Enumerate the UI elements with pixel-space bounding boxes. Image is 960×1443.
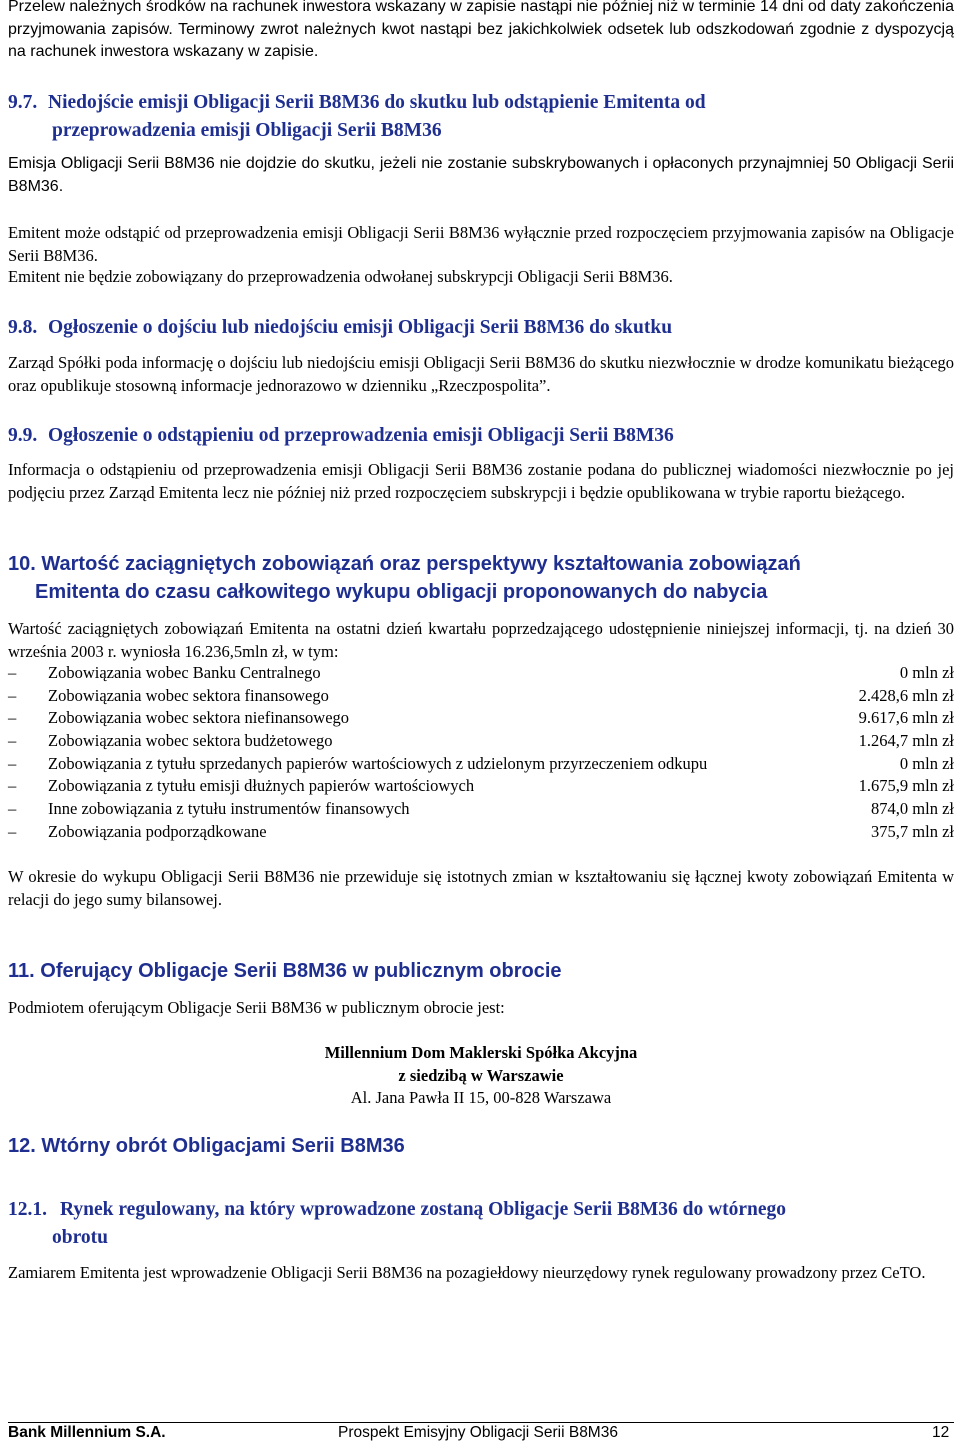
list-dash: –: [8, 731, 17, 751]
list-dash: –: [8, 753, 17, 773]
section-11-paragraph: Podmiotem oferującym Obligacje Serii B8M36 w publicznym obrocie jest:: [8, 998, 505, 1017]
list-dash: –: [8, 685, 17, 705]
footer-rule: [8, 1422, 954, 1423]
liability-label: Zobowiązania z tytułu sprzedanych papierów wartościowych z udzielonym przyrzeczeniem odkupu: [48, 753, 708, 773]
section-12-heading: 12. Wtórny obrót Obligacjami Serii B8M36: [8, 1135, 405, 1157]
heading-line-1: Rynek regulowany, na który wprowadzone zostaną Obligacje Serii B8M36 do wtórnego: [60, 1199, 787, 1220]
heading-line-1: Niedojście emisji Obligacji Serii B8M36 do skutku lub odstąpienie Emitenta od: [48, 92, 706, 113]
section-10-paragraph-2: W okresie do wykupu Obligacji Serii B8M36 nie przewiduje się istotnych zmian w kształtowaniu się łącznej kwoty zobowiązań Emitenta w relacji do jego sumy bilansowej.: [8, 867, 954, 909]
liability-item: [8, 821, 954, 844]
heading-line-2: przeprowadzenia emisji Obligacji Serii B8M36: [52, 120, 442, 141]
liability-value: 1.675,9 mln zł: [858, 776, 954, 796]
liability-label: Zobowiązania z tytułu emisji dłużnych papierów wartościowych: [48, 776, 475, 796]
section-number: 9.9.: [8, 425, 38, 446]
liability-value: 1.264,7 mln zł: [858, 731, 954, 751]
section-number: 10.: [8, 553, 36, 575]
intro-paragraph: Przelew należnych środków na rachunek inwestora wskazany w zapisie nastąpi nie później niż w terminie 14 dni od daty zakończenia przyjmowania zapisów. Terminowy zwrot należnych kwot nastąpi bez jakichkolwiek odsetek lub odszkodowań zgodnie z dyspozycją na rachunek inwestora wskazany w zapisie.: [8, 0, 954, 60]
section-number: 9.7.: [8, 92, 38, 113]
footer-company: Bank Millennium S.A.: [8, 1424, 166, 1441]
section-11-heading: 11. Oferujący Obligacje Serii B8M36 w publicznym obrocie: [8, 960, 562, 982]
section-number: 12.1.: [8, 1199, 47, 1220]
offering-entity-name: Millennium Dom Maklerski Spółka Akcyjna: [324, 1043, 638, 1062]
section-9-9-paragraph: Informacja o odstąpieniu od przeprowadzenia emisji Obligacji Serii B8M36 zostanie podana do publicznej wiadomości niezwłocznie po jej podjęciu przez Zarząd Emitenta lecz nie później niż przed rozpoczęciem subskrypcji i będzie opublikowana w trybie raportu bieżącego.: [8, 460, 954, 502]
section-9-7-paragraph-2: Emitent może odstąpić od przeprowadzenia emisji Obligacji Serii B8M36 wyłącznie przed rozpoczęciem przyjmowania zapisów na Obligacje Serii B8M36.: [8, 223, 954, 265]
liability-item: [8, 730, 954, 753]
liability-label: Inne zobowiązania z tytułu instrumentów finansowych: [48, 799, 410, 819]
section-9-8-heading: [8, 314, 954, 342]
liability-label: Zobowiązania wobec sektora niefinansowego: [48, 708, 350, 728]
liability-value: 0 mln zł: [899, 663, 954, 682]
heading-line-1: Wartość zaciągniętych zobowiązań oraz perspektywy kształtowania zobowiązań: [41, 553, 801, 575]
section-10-paragraph-1: Wartość zaciągniętych zobowiązań Emitenta na ostatni dzień kwartału poprzedzającego udostępnienie niniejszej informacji, tj. na dzień 30 września 2003 r. wyniosła 16.236,5mln zł, w tym:: [8, 619, 954, 661]
section-12-1-paragraph: Zamiarem Emitenta jest wprowadzenie Obligacji Serii B8M36 na pozagiełdowy nieurzędowy rynek regulowany prowadzony przez CeTO.: [8, 1263, 926, 1282]
liability-item: [8, 753, 954, 776]
liability-value: 874,0 mln zł: [871, 799, 954, 819]
heading-line-2: obrotu: [52, 1227, 108, 1248]
liability-value: 9.617,6 mln zł: [858, 708, 954, 728]
section-9-8-paragraph: Zarząd Spółki poda informację o dojściu lub niedojściu emisji Obligacji Serii B8M36 do skutku niezwłocznie w drodze komunikatu bieżącego oraz opublikuje stosowną informacje jednorazowo w dzienniku „Rzeczpospolita”.: [8, 353, 954, 395]
section-12-1-heading: [8, 1196, 954, 1252]
section-10-heading: [8, 550, 954, 606]
liabilities-list: [8, 662, 954, 844]
footer-page-number: 12: [932, 1424, 950, 1441]
liability-value: 2.428,6 mln zł: [858, 685, 954, 705]
section-9-7-paragraph-3: Emitent nie będzie zobowiązany do przeprowadzenia odwołanej subskrypcji Obligacji Serii B8M36.: [8, 267, 673, 286]
liability-item: [8, 707, 954, 730]
offering-entity-address: Al. Jana Pawła II 15, 00-828 Warszawa: [350, 1088, 612, 1107]
liability-item: [8, 775, 954, 798]
liability-label: Zobowiązania podporządkowane: [48, 821, 267, 841]
liability-label: Zobowiązania wobec sektora budżetowego: [48, 731, 333, 751]
footer-document-title: Prospekt Emisyjny Obligacji Serii B8M36: [338, 1424, 618, 1441]
list-dash: –: [8, 799, 17, 819]
liability-item: [8, 662, 954, 685]
list-dash: –: [8, 821, 17, 841]
list-dash: –: [8, 708, 17, 728]
liability-item: [8, 798, 954, 821]
liability-item: [8, 685, 954, 708]
section-number: 9.8.: [8, 317, 38, 338]
liability-label: Zobowiązania wobec Banku Centralnego: [48, 663, 321, 682]
liability-label: Zobowiązania wobec sektora finansowego: [48, 685, 329, 705]
heading-title: Ogłoszenie o odstąpieniu od przeprowadzenia emisji Obligacji Serii B8M36: [48, 425, 674, 446]
offering-entity-seat: z siedzibą w Warszawie: [398, 1066, 564, 1085]
liability-value: 375,7 mln zł: [871, 821, 954, 841]
list-dash: –: [8, 663, 17, 682]
heading-line-2: Emitenta do czasu całkowitego wykupu obligacji proponowanych do nabycia: [35, 581, 768, 603]
section-9-7-heading: [8, 89, 954, 145]
liability-value: 0 mln zł: [899, 753, 954, 773]
section-9-9-heading: [8, 422, 954, 450]
section-9-7-paragraph-1: Emisja Obligacji Serii B8M36 nie dojdzie do skutku, jeżeli nie zostanie subskrybowanych i opłaconych przynajmniej 50 Obligacji Serii B8M36.: [8, 155, 954, 195]
list-dash: –: [8, 776, 17, 796]
heading-title: Ogłoszenie o dojściu lub niedojściu emisji Obligacji Serii B8M36 do skutku: [48, 317, 673, 338]
